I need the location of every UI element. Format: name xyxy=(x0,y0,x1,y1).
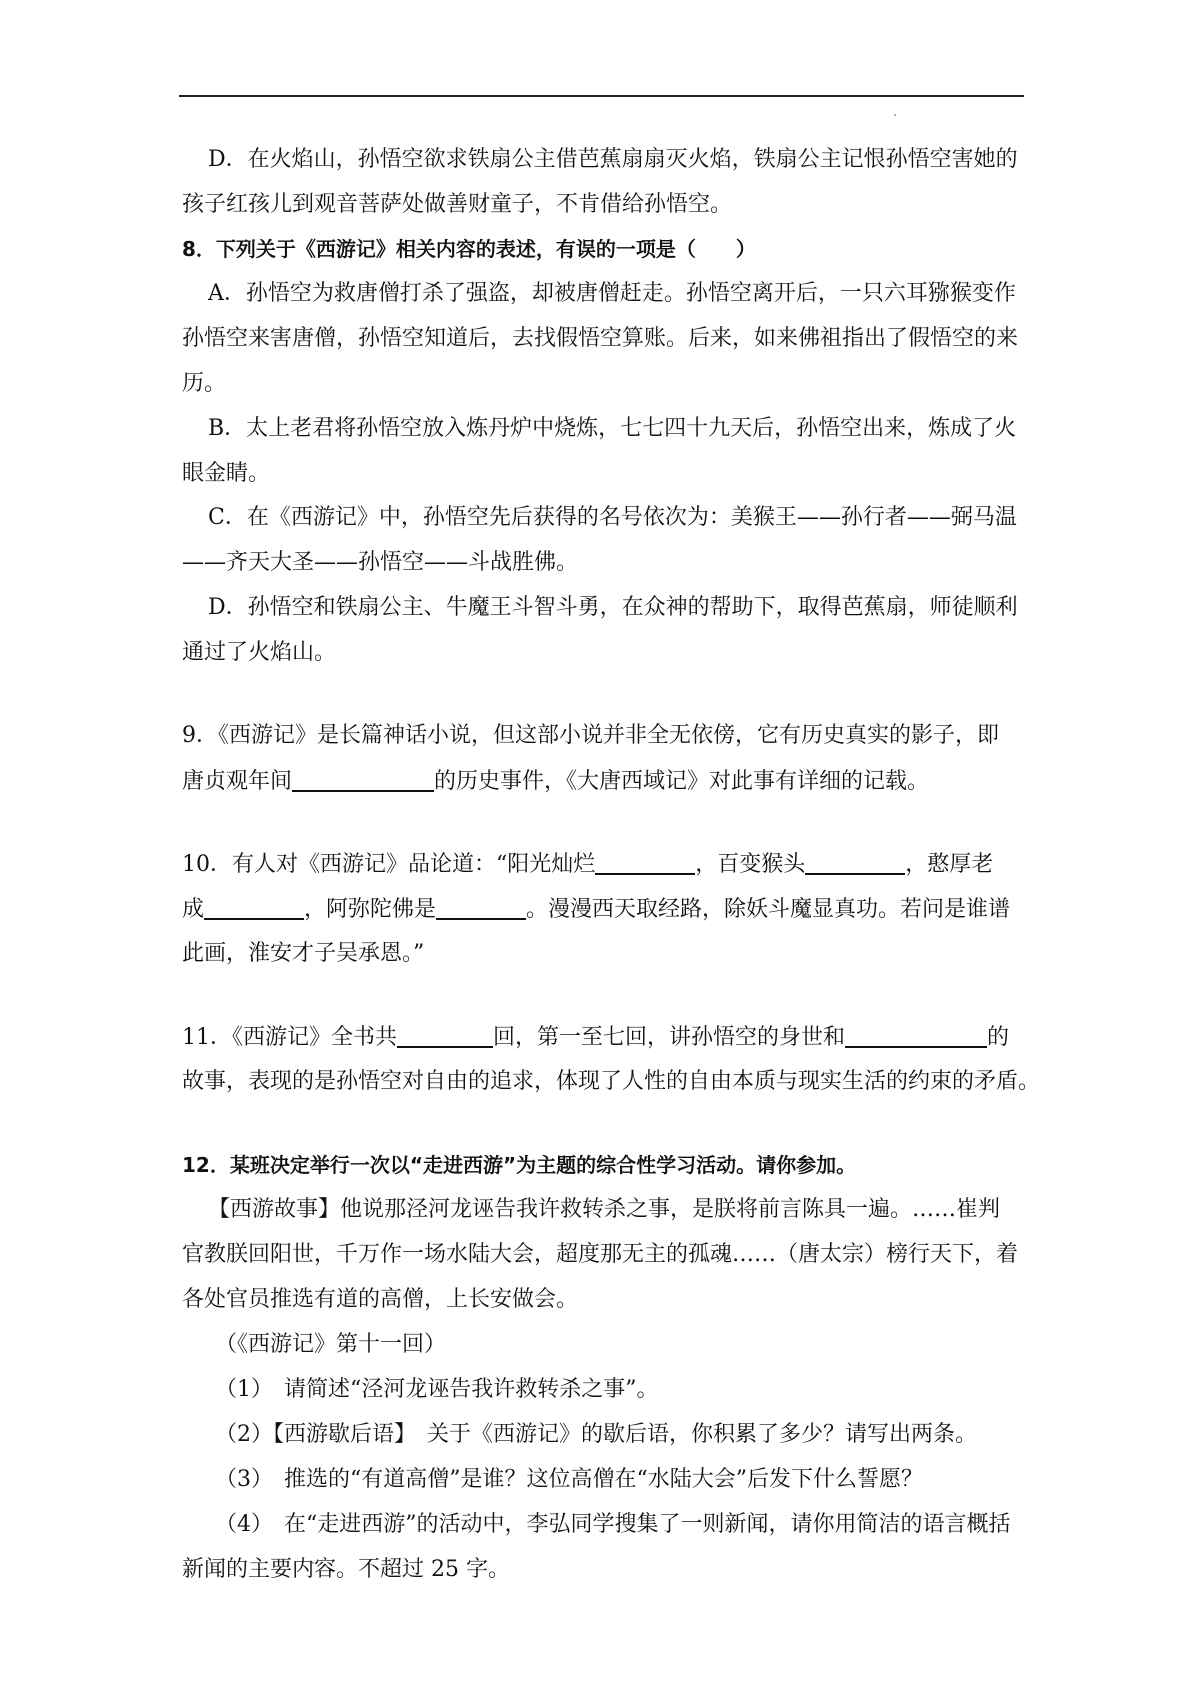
q11-blank-1[interactable] xyxy=(397,1022,493,1048)
q9-line1: 9．《西游记》是长篇神话小说，但这部小说并非全无依傍，它有历史真实的影子，即 xyxy=(182,723,999,748)
q10-text-e: ，阿弥陀佛是 xyxy=(304,897,437,922)
q7-option-d-line2: 孩子红孩儿到观音菩萨处做善财童子，不肯借给孙悟空。 xyxy=(182,192,733,217)
q12-part-3: （3） 推选的“有道高僧”是谁？这位高僧在“水陆大会”后发下什么誓愿？ xyxy=(215,1467,923,1492)
q12-story-line1: 【西游故事】他说那泾河龙诬告我许救转杀之事，是朕将前言陈具一遍。……崔判 xyxy=(208,1197,1001,1222)
q8-option-c-line2: ——齐天大圣——孙悟空——斗战胜佛。 xyxy=(182,550,579,575)
q10-line1 xyxy=(182,849,993,880)
q11-text-c: 的 xyxy=(987,1025,1010,1050)
q12-part-2: （2）【西游歇后语】 关于《西游记》的歇后语，你积累了多少？请写出两条。 xyxy=(215,1422,977,1447)
q10-text-b: ，百变猴头 xyxy=(695,852,806,877)
q9-answer-blank[interactable] xyxy=(292,766,434,792)
scan-dot xyxy=(894,114,896,116)
q8-option-d-line1: D．孙悟空和铁扇公主、牛魔王斗智斗勇，在众神的帮助下，取得芭蕉扇，师徒顺利 xyxy=(208,595,1018,620)
q12-part-1: （1） 请简述“泾河龙诬告我许救转杀之事”。 xyxy=(215,1377,659,1402)
q8-option-a-line2: 孙悟空来害唐僧，孙悟空知道后，去找假悟空算账。后来，如来佛祖指出了假悟空的来 xyxy=(182,326,1019,351)
q10-line3: 此画，淮安才子吴承恩。” xyxy=(182,941,425,966)
q10-blank-2[interactable] xyxy=(805,849,905,875)
q8-option-b-line2: 眼金睛。 xyxy=(182,461,271,486)
q8-option-d-line2: 通过了火焰山。 xyxy=(182,640,337,665)
q12-story-line2: 官教朕回阳世，千万作一场水陆大会，超度那无主的孤魂……（唐太宗）榜行天下，着 xyxy=(182,1242,1019,1267)
q8-option-a-line1: A．孙悟空为救唐僧打杀了强盗，却被唐僧赶走。孙悟空离开后，一只六耳猕猴变作 xyxy=(208,281,1016,306)
q9-text-a: 唐贞观年间 xyxy=(182,769,293,794)
q11-line2: 故事，表现的是孙悟空对自由的追求，体现了人性的自由本质与现实生活的约束的矛盾。 xyxy=(182,1069,1041,1094)
q10-blank-4[interactable] xyxy=(436,894,526,920)
q10-text-d: 成 xyxy=(182,897,205,922)
q11-text-b: 回，第一至七回，讲孙悟空的身世和 xyxy=(493,1025,846,1050)
q12-part-4-line2: 新闻的主要内容。不超过 25 字。 xyxy=(182,1557,510,1582)
q9-line2 xyxy=(182,766,929,797)
q8-option-b-line1: B．太上老君将孙悟空放入炼丹炉中烧炼，七七四十九天后，孙悟空出来，炼成了火 xyxy=(208,416,1017,441)
q11-blank-2[interactable] xyxy=(845,1022,987,1048)
q8-stem: 8．下列关于《西游记》相关内容的表述，有误的一项是（ ） xyxy=(182,237,756,261)
q8-option-c-line1: C．在《西游记》中，孙悟空先后获得的名号依次为：美猴王——孙行者——弼马温 xyxy=(208,505,1017,530)
q12-part-4-line1: （4） 在“走进西游”的活动中，李弘同学搜集了一则新闻，请你用简洁的语言概括 xyxy=(215,1512,1011,1537)
q10-blank-1[interactable] xyxy=(595,849,695,875)
q10-text-f: 。漫漫西天取经路，除妖斗魔显真功。若问是谁谱 xyxy=(526,897,1011,922)
q7-option-d-line1: D．在火焰山，孙悟空欲求铁扇公主借芭蕉扇扇灭火焰，铁扇公主记恨孙悟空害她的 xyxy=(208,147,1018,172)
header-rule xyxy=(179,95,1024,97)
q12-source: （《西游记》第十一回） xyxy=(215,1332,447,1357)
q10-blank-3[interactable] xyxy=(204,894,304,920)
q9-text-b: 的历史事件，《大唐西域记》对此事有详细的记载。 xyxy=(434,769,930,794)
q12-story-line3: 各处官员推选有道的高僧，上长安做会。 xyxy=(182,1287,579,1312)
q10-line2 xyxy=(182,894,1010,925)
q11-line1 xyxy=(182,1022,1009,1053)
q8-option-a-line3: 历。 xyxy=(182,371,227,396)
q10-text-a: 10．有人对《西游记》品论道：“阳光灿烂 xyxy=(182,852,596,877)
q12-stem: 12．某班决定举行一次以“走进西游”为主题的综合性学习活动。请你参加。 xyxy=(182,1153,857,1177)
q10-text-c: ，憨厚老 xyxy=(905,852,994,877)
q11-text-a: 11．《西游记》全书共 xyxy=(182,1025,397,1050)
